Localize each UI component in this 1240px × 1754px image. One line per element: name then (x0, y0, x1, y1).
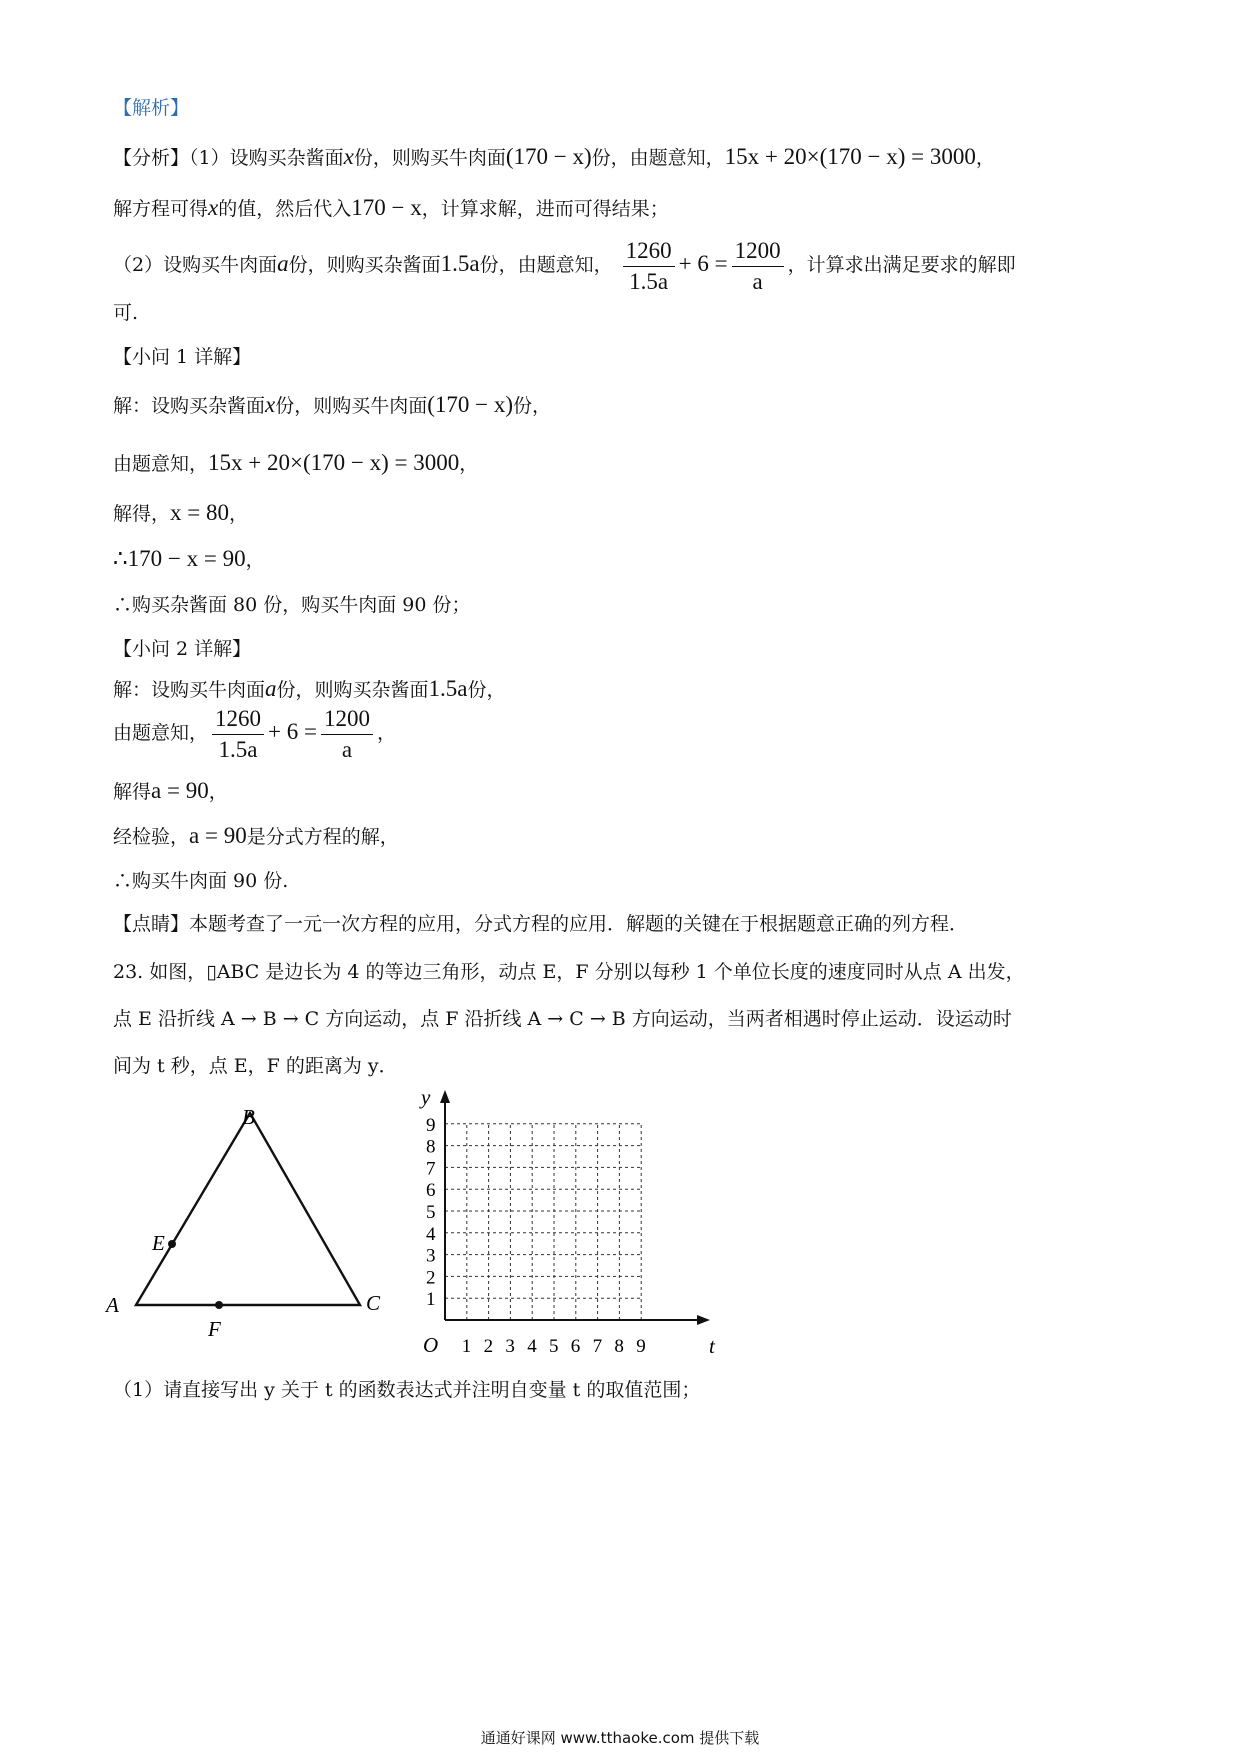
text: 解得， (113, 503, 171, 525)
math-op: + 6 = (268, 719, 317, 744)
fraction (732, 237, 784, 296)
text: 份， (467, 679, 506, 701)
text: 由题意知， (113, 453, 209, 475)
q2-step-5: ∴购买牛肉面 90 份. (113, 870, 289, 892)
y-tick-label: 1 (426, 1289, 436, 1311)
x-axis-label: t (709, 1334, 715, 1358)
text: ，计算求出满足要求的解即 (787, 254, 1016, 276)
text: 份，则购买杂酱面 (276, 679, 429, 701)
q2-step-3 (113, 778, 228, 805)
text: ， (376, 722, 396, 744)
text: ， (208, 781, 228, 803)
label-f: F (208, 1317, 221, 1341)
analysis-line-1 (113, 144, 995, 171)
x-tick-label: 9 (636, 1336, 646, 1357)
fraction-numerator: 1200 (732, 237, 784, 267)
text: （2）设购买牛肉面 (113, 254, 278, 276)
math-var: x (208, 195, 219, 220)
text: 份，则购买牛肉面 (353, 147, 506, 169)
dianjing: 【点睛】本题考查了一元一次方程的应用，分式方程的应用．解题的关键在于根据题意正确的列方程． (113, 913, 969, 935)
fraction-numerator: 1200 (321, 705, 373, 735)
fraction-denominator: a (341, 736, 353, 762)
analysis-line-4: 可. (113, 302, 139, 324)
q2-heading: 【小问 2 详解】 (113, 638, 252, 660)
math-expr: 1.5a (428, 676, 468, 701)
point-e (168, 1240, 176, 1248)
text: ， (245, 549, 265, 571)
y-tick-label: 8 (426, 1136, 436, 1158)
text: 份， (513, 395, 552, 417)
text: （1）设购买杂酱面 (189, 147, 344, 169)
fraction (623, 237, 675, 296)
text: 解得 (113, 781, 152, 803)
label-b: B (242, 1110, 255, 1129)
x-tick-labels (462, 1336, 646, 1357)
problem-23-line-3: 间为 t 秒，点 E，F 的距离为 y． (113, 1055, 398, 1077)
y-tick-label: 6 (426, 1180, 436, 1202)
problem-23-line-2: 点 E 沿折线 A → B → C 方向运动，点 F 沿折线 A → C → B 方向运动，当两者相遇时停止运动．设运动时 (113, 1008, 1012, 1030)
text: ， (229, 503, 249, 525)
text: 是分式方程的解， (246, 826, 399, 848)
x-axis-arrow-icon (697, 1315, 710, 1325)
point-f (215, 1301, 223, 1309)
analysis-line-2 (113, 195, 669, 222)
text: ， (975, 147, 995, 169)
text: 解：设购买杂酱面 (113, 395, 266, 417)
text: 份，则购买杂酱面 (288, 254, 441, 276)
footer-watermark: 通通好课网 www.tthaoke.com 提供下载 (480, 1729, 760, 1747)
x-tick-label: 2 (483, 1336, 494, 1357)
q1-step-4 (113, 546, 265, 573)
q1-step-1 (113, 392, 551, 419)
problem-23-line-1: 23. 如图，▯ABC 是边长为 4 的等边三角形，动点 E，F 分别以每秒 1 个单位长度的速度同时从点 A 出发， (113, 961, 1025, 983)
label-a: A (106, 1293, 119, 1317)
x-tick-label: 5 (549, 1336, 559, 1357)
math-var: x (343, 144, 354, 169)
math-expr: (170 − x) (505, 144, 592, 169)
grid-lines (445, 1124, 641, 1320)
triangle-abc (136, 1113, 360, 1305)
problem-23-sub-1: （1）请直接写出 y 关于 t 的函数表达式并注明自变量 t 的取值范围； (113, 1379, 701, 1401)
math-op: + 6 = (678, 251, 728, 276)
x-tick-label: 6 (570, 1336, 581, 1357)
triangle-figure (100, 1110, 400, 1370)
y-tick-label: 4 (426, 1223, 436, 1245)
y-tick-label: 7 (426, 1158, 436, 1180)
fraction-numerator: 1260 (623, 237, 675, 267)
analysis-heading: 【解析】 (113, 97, 190, 119)
y-tick-label: 9 (426, 1114, 436, 1136)
q2-step-2 (113, 702, 396, 764)
math-equation: 15x + 20×(170 − x) = 3000 (724, 144, 976, 169)
math-equation: x = 80 (170, 500, 229, 525)
text: 份，则购买牛肉面 (275, 395, 428, 417)
text: ， (459, 453, 479, 475)
analysis-line-3 (113, 234, 1016, 296)
math-expr: 170 − x (351, 195, 422, 220)
origin-label: O (423, 1333, 439, 1357)
fraction-denominator: a (752, 268, 763, 294)
math-equation: 15x + 20×(170 − x) = 3000 (208, 450, 460, 475)
q1-step-3 (113, 500, 248, 527)
math-var: a (265, 676, 277, 701)
q1-step-5: ∴购买杂酱面 80 份，购买牛肉面 90 份； (113, 594, 471, 616)
q2-step-1 (113, 676, 506, 703)
math-equation: ∴170 − x = 90 (113, 546, 246, 571)
text: 解：设购买牛肉面 (113, 679, 266, 701)
fraction-denominator: 1.5a (218, 736, 258, 762)
math-expr: (170 − x) (427, 392, 514, 417)
x-tick-label: 1 (461, 1336, 472, 1357)
text: 解方程可得 (113, 198, 209, 220)
math-equation: a = 90 (151, 778, 209, 803)
text: 份，由题意知， (591, 147, 725, 169)
analysis-tag: 【分析】 (113, 147, 190, 169)
x-tick-label: 8 (614, 1336, 624, 1357)
math-expr: 1.5a (440, 251, 480, 276)
x-tick-label: 4 (527, 1336, 537, 1357)
q2-step-4 (113, 823, 399, 850)
y-tick-label: 5 (426, 1202, 436, 1223)
fraction (321, 705, 373, 764)
x-tick-label: 3 (505, 1336, 515, 1357)
q1-heading: 【小问 1 详解】 (113, 346, 252, 368)
y-tick-label: 2 (426, 1267, 436, 1289)
label-c: C (366, 1291, 381, 1315)
label-e: E (152, 1231, 165, 1255)
fraction-denominator: 1.5a (629, 268, 669, 294)
q1-step-2 (113, 450, 478, 477)
math-var: a (277, 251, 289, 276)
math-equation: a = 90 (189, 823, 247, 848)
y-tick-labels (426, 1115, 436, 1310)
x-tick-label: 7 (592, 1336, 603, 1357)
y-axis-label: y (421, 1090, 431, 1109)
text: ，计算求解，进而可得结果； (421, 198, 669, 220)
fraction (212, 705, 264, 764)
y-axis-arrow-icon (440, 1090, 450, 1103)
text: 的值，然后代入 (218, 198, 352, 220)
math-var: x (265, 392, 276, 417)
text: 份，由题意知， (479, 254, 613, 276)
text: 经检验， (113, 826, 190, 848)
text: 由题意知， (113, 722, 209, 744)
grid-figure (405, 1090, 725, 1380)
fraction-numerator: 1260 (212, 705, 264, 735)
y-tick-label: 3 (426, 1245, 436, 1267)
